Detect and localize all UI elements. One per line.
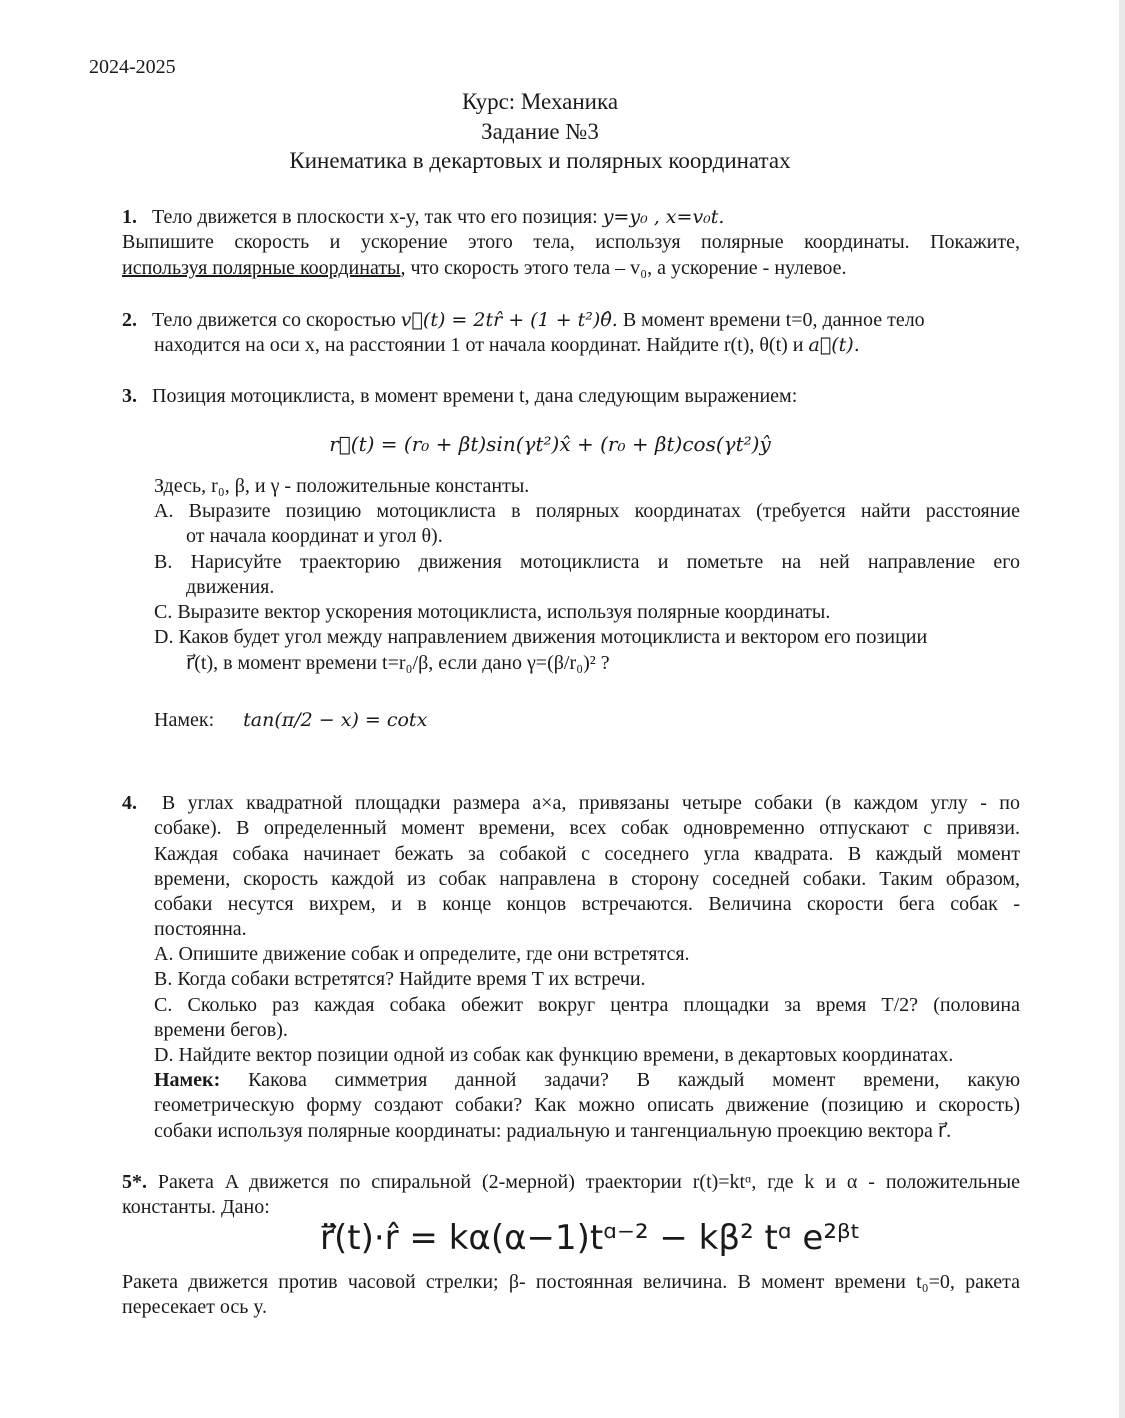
problem-3-item-a-line-1: A. Выразите позицию мотоциклиста в полярных координатах (требуется найти расстояние — [154, 500, 1020, 522]
problem-3-item-d-line-1: D. Каков будет угол между направлением движения мотоциклиста и вектором его позиции — [154, 626, 928, 648]
problem-5-text-1: Ракета A движется по спиральной (2-мерной) траектории r(t)=ktᵅ, где k и α - положительные — [157, 1171, 1020, 1193]
problem-4-item-c-line-1: C. Сколько раз каждая собака обежит вокруг центра площадки за время T/2? (половина — [154, 994, 1020, 1016]
problem-3-line-1 — [122, 384, 1020, 409]
problem-1-line-3-rest: , что скорость этого тела – v₀, а ускорение - нулевое. — [400, 257, 847, 279]
assignment-title: Задание №3 — [481, 119, 599, 144]
problem-1-number: 1. — [122, 206, 137, 228]
problem-3-item-a-line-2: от начала координат и угол θ). — [186, 525, 443, 547]
problem-4-line-3: Каждая собака начинает бежать за собакой с соседнего угла квадрата. В каждый момент — [154, 843, 1020, 865]
problem-3-item-b-line-2: движения. — [186, 576, 275, 598]
problem-3-hint-label: Намек: — [154, 709, 215, 731]
problem-4-line-4: времени, скорость каждой из собак направлена в сторону соседней собаки. Таким образом, — [154, 868, 1020, 890]
problem-3-item-d-line-2: r⃗(t), в момент времени t=r₀/β, если дано γ=(β/r₀)² ? — [186, 652, 610, 674]
problem-3-item-b-line-1: B. Нарисуйте траекторию движения мотоциклиста и пометьте на ней направление его — [154, 551, 1020, 573]
problem-4-item-d: D. Найдите вектор позиции одной из собак как функцию времени, в декартовых координатах. — [154, 1044, 954, 1066]
topic-title: Кинематика в декартовых и полярных координатах — [289, 148, 791, 173]
problem-4-item-a: A. Опишите движение собак и определите, где они встретятся. — [154, 943, 690, 965]
problem-4-item-c-line-2: времени бегов). — [154, 1019, 288, 1041]
problem-4-hint-label: Намек: — [154, 1069, 221, 1091]
problem-4-item-b: B. Когда собаки встретятся? Найдите время T их встречи. — [154, 968, 646, 990]
problem-5-line-1 — [122, 1170, 1020, 1195]
problem-2-velocity-formula: v⃗(t) = 2tr̂ + (1 + t²)θ̂. — [400, 309, 618, 331]
problem-4-line-6: постоянна. — [154, 918, 247, 940]
problem-4-number: 4. — [122, 792, 137, 814]
problem-3-hint — [154, 708, 1020, 733]
problem-4-hint-line-3: собаки используя полярные координаты: радиальную и тангенциальную проекцию вектора r⃗. — [154, 1120, 952, 1142]
problem-2-text-c: находится на оси x, на расстоянии 1 от начала координат. Найдите r(t), θ(t) и — [154, 334, 804, 356]
problem-1-line-1 — [122, 205, 1020, 230]
problem-2-acceleration-symbol: a⃗(t). — [808, 334, 860, 356]
problem-5-line-2: константы. Дано: — [122, 1196, 270, 1218]
problem-3-item-c: C. Выразите вектор ускорения мотоциклиста, используя полярные координаты. — [154, 601, 831, 623]
problem-4-hint-line-1 — [154, 1068, 1020, 1093]
academic-year: 2024-2025 — [89, 56, 176, 78]
problem-2-line-1 — [122, 308, 1020, 333]
problem-1-text: Тело движется в плоскости x-y, так что его позиция: — [152, 206, 598, 228]
problem-3-number: 3. — [122, 385, 137, 407]
problem-1-line-2: Выпишите скорость и ускорение этого тела, используя полярные координаты. Покажите, — [122, 231, 1020, 253]
problem-4-text-1: В углах квадратной площадки размера a×a, привязаны четыре собаки (в каждом углу - по — [161, 792, 1020, 814]
problem-4-line-1 — [122, 791, 1020, 816]
problem-5-number: 5*. — [122, 1171, 147, 1193]
problem-4-hint-line-2: геометрическую форму создают собаки? Как можно описать движение (позицию и скорость) — [154, 1094, 1020, 1116]
problem-3-hint-formula: tan(π/2 − x) = cotx — [243, 709, 428, 731]
problem-5-line-3: Ракета движется против часовой стрелки; β- постоянная величина. В момент времени t₀=0, ракета — [122, 1271, 1020, 1293]
problem-2-text-b: В момент времени t=0, данное тело — [622, 309, 925, 331]
page-edge-shadow — [1119, 0, 1125, 1418]
problem-2-text-a: Тело движется со скоростью — [152, 309, 396, 331]
problem-3-position-formula: r⃗(t) = (r₀ + βt)sin(γt²)x̂ + (r₀ + βt)cos(γt²)ŷ — [329, 432, 771, 456]
problem-1-line-3 — [122, 256, 1020, 281]
problem-4-line-2: собаке). В определенный момент времени, всех собак одновременно отпускают с привязи. — [154, 817, 1020, 839]
problem-5-line-4: пересекает ось y. — [122, 1296, 268, 1318]
problem-4-hint-text-1: Какова симметрия данной задачи? В каждый момент времени, какую — [248, 1069, 1021, 1091]
problem-1-underlined-text: используя полярные координаты — [122, 257, 401, 279]
problem-1-position-formula: y=y₀ , x=v₀t. — [602, 206, 725, 228]
problem-3-intro: Позиция мотоциклиста, в момент времени t, дана следующим выражением: — [152, 385, 798, 407]
problem-4-line-5: собаки несутся вихрем, и в конце концов встречаются. Величина скорости бега собак - — [154, 893, 1020, 915]
problem-2-number: 2. — [122, 309, 137, 331]
problem-3-constants: Здесь, r₀, β, и γ - положительные константы. — [154, 475, 530, 497]
course-title: Курс: Механика — [461, 89, 619, 114]
problem-2-line-2 — [154, 333, 1020, 358]
problem-5-acceleration-formula: r̈⃗(t)·r̂ = kα(α−1)tᵅ⁻² − kβ² tᵅ e²ᵝᵗ — [320, 1218, 861, 1258]
